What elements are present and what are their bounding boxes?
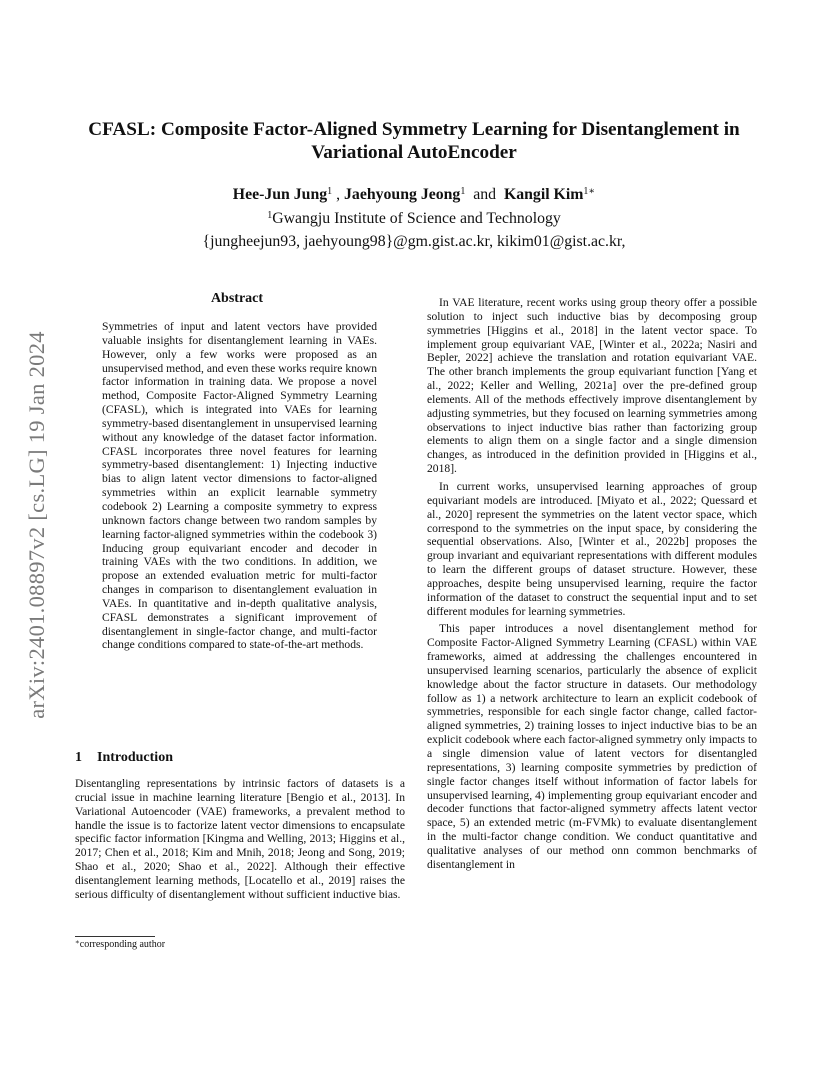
arxiv-sidebar-stamp xyxy=(22,290,52,760)
author-conjunction: and xyxy=(473,186,497,203)
author-1: Hee-Jun Jung xyxy=(232,186,328,203)
paragraph-contributions: This paper introduces a novel disentanglement method for Composite Factor-Aligned Symmetry Learning (CFASL) within VAE frameworks, aimed at addressing the challenges encountered in unsupervised learning scenarios, particularly the absence of explicit knowledge about the factor structure in datasets. Our methodology follow as 1) a network architecture to learn an explicit codebook of symmetries, responsible for each single factor change, called factor-aligned symmetries, 2) training losses to inject inductive bias to be an explicit codebook where each factor-aligned symmetry only impacts to a single dimension value of latent vectors for disentangled representations, 3) learning composite symmetries by prediction of single factor changes itself without information of factor labels for unsupervised learning, 4) implementing group equivariant encoder and decoder functions that factor-aligned symmetry affects latent vector space, 5) an extended metric (m-FVMk) to evaluate disentanglement in the multi-factor change condition. We conduct quantitative and qualitative analyses of our method onn common benchmarks of disentanglement in xyxy=(427,622,757,871)
author-3-affil: 1∗ xyxy=(583,186,596,197)
arxiv-identifier: arXiv:2401.08897v2 [cs.LG] 19 Jan 2024 xyxy=(24,331,49,719)
author-2-affil: 1 xyxy=(460,186,466,197)
section-title: Introduction xyxy=(97,750,173,765)
footnote-text: corresponding author xyxy=(79,939,166,950)
author-3: Kangil Kim xyxy=(503,186,584,203)
author-line: Hee-Jun Jung$^1$ , Jaehyoung Jeong$^1$ and Kangil Kim$^{1∗}$ xyxy=(232,186,596,203)
right-column xyxy=(427,296,757,875)
author-1-affil: 1 xyxy=(327,186,333,197)
author-emails: {jungheejun93, jaehyoung98}@gm.gist.ac.kr, kikim01@gist.ac.kr, xyxy=(202,233,626,250)
author-2: Jaehyoung Jeong xyxy=(344,186,461,203)
introduction-paragraph: Disentangling representations by intrinsic factors of datasets is a crucial issue in machine learning literature [Bengio et al., 2013]. In Variational Autoencoder (VAE) frameworks, a prevalent method to handle the issue is to factorize latent vector dimensions to encapsulate specific factor information [Kingma and Welling, 2013; Higgins et al., 2017; Chen et al., 2018; Kim and Mnih, 2018; Jeong and Song, 2019; Shao et al., 2020; Shao et al., 2022]. Although their effective disentanglement learning methods, [Locatello et al., 2019] raises the serious difficulty of disentanglement without sufficient inductive bias. xyxy=(75,777,405,901)
footnote xyxy=(75,939,165,950)
section-number: 1 xyxy=(75,750,82,765)
footnote-mark: ∗ xyxy=(75,938,80,946)
paragraph-related-work: In VAE literature, recent works using group theory offer a possible solution to inject such inductive bias by decomposing group symmetries [Higgins et al., 2018] in the latent vector space. To implement group equivariant VAE, [Winter et al., 2022a; Nasiri and Bepler, 2022] achieve the translation and rotation equivariant VAE. The other branch implements the group equivariant function [Yang et al., 2022; Keller and Welling, 2021a] over the pre-defined group elements. All of the methods effectively improve disentanglement by adjusting symmetries, but they focused on learning symmetries among observations to inject inductive bias rather than factorizing group elements to align them on a single factor and a single dimension changes, as introduced in the definition provided in [Higgins et al., 2018]. xyxy=(427,296,757,476)
affiliation xyxy=(60,207,768,230)
paper-title: CFASL: Composite Factor-Aligned Symmetry Learning for Disentanglement in Variational AutoEncoder xyxy=(88,119,740,163)
affiliation-mark: 1 xyxy=(267,210,273,221)
section-heading-introduction xyxy=(75,750,405,766)
footnote-rule xyxy=(75,936,155,937)
affiliation-name: Gwangju Institute of Science and Technology xyxy=(272,210,561,227)
abstract-heading: Abstract xyxy=(210,291,264,306)
paragraph-current-works: In current works, unsupervised learning approaches of group equivariant models are introduced. [Miyato et al., 2022; Quessard et al., 2020] represent the symmetries on the latent vector space, which correspond to the symmetries on the input space, by considering the sequential observations. Also, [Winter et al., 2022b] proposes the group invariant and equivariant representations with different modules to learn the different groups of dataset structure. However, these approaches, despite being unsupervised learning, require the factor information of the dataset to construct the sequential input and to set different modules for learning symmetries. xyxy=(427,479,757,618)
abstract-text: Symmetries of input and latent vectors have provided valuable insights for disentanglement learning in VAEs. However, only a few works were proposed as an unsupervised method, and even these works require known factor information in training data. We propose a novel method, Composite Factor-Aligned Symmetry Learning (CFASL), which is integrated into VAEs for learning symmetry-based disentanglement in unsupervised learning without any knowledge of the dataset factor information. CFASL incorporates three novel features for learning symmetry-based disentanglement: 1) Injecting inductive bias to align latent vector dimensions to factor-aligned symmetries within an explicit learnable symmetry codebook 2) Learning a composite symmetry to express unknown factors change between two random samples by learning factor-aligned symmetries within the codebook 3) Inducing group equivariant encoder and decoder in training VAEs with the two conditions. In addition, we propose an extended evaluation metric for multi-factor changes in comparison to disentanglement evaluation in VAEs. In quantitative and in-depth qualitative analysis, CFASL demonstrates a significant improvement of disentanglement in single-factor change, and multi-factor change conditions compared to state-of-the-art methods. xyxy=(102,320,377,652)
